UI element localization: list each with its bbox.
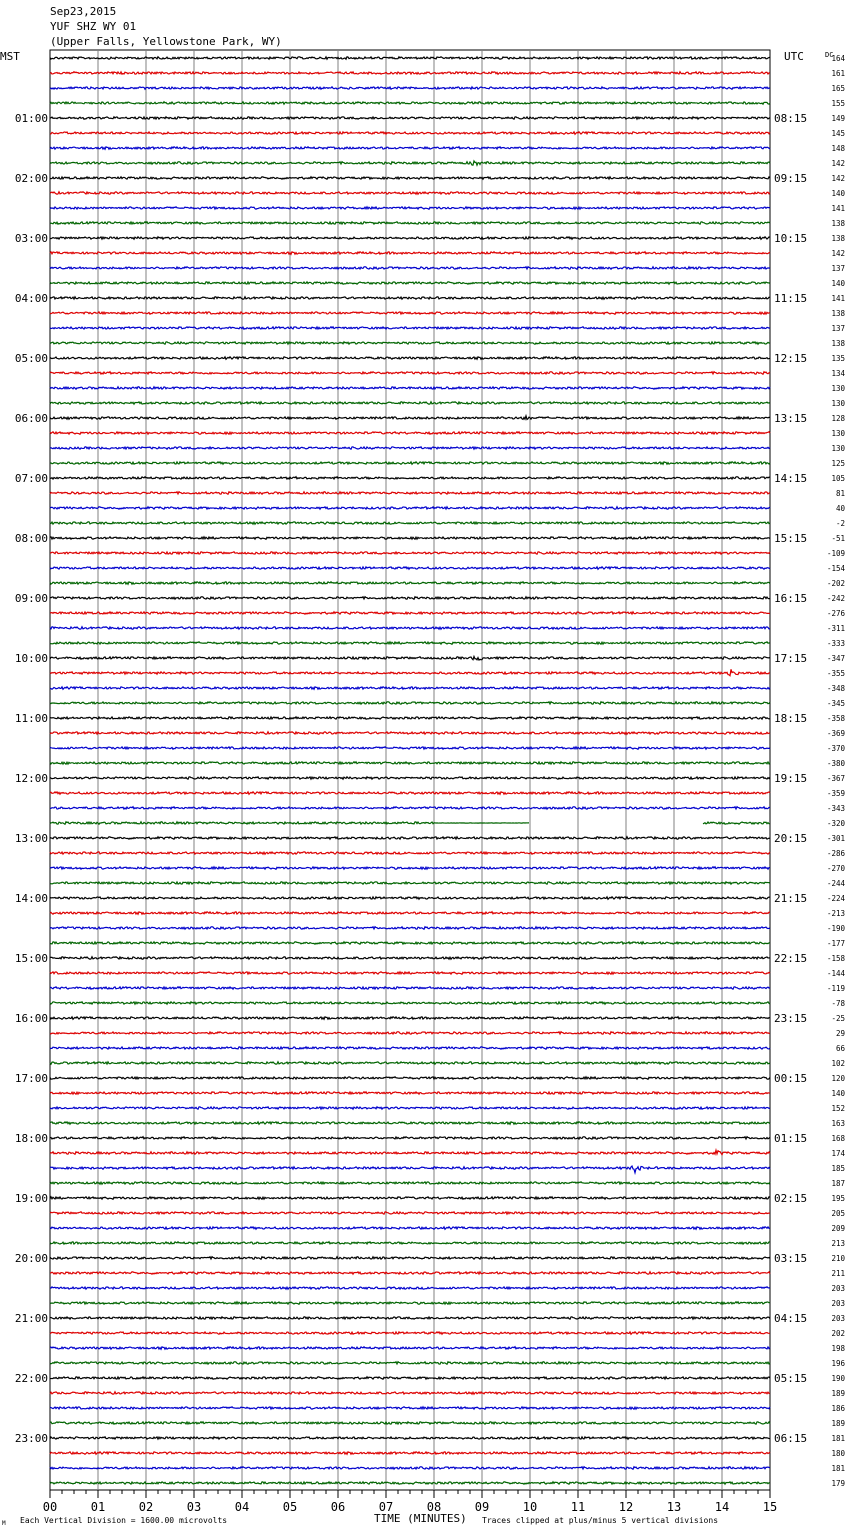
trace-line bbox=[50, 447, 770, 449]
trace-line bbox=[50, 567, 770, 569]
dc-offset-value: -224 bbox=[826, 894, 845, 903]
trace-line bbox=[50, 552, 770, 554]
dc-offset-value: -343 bbox=[826, 804, 845, 813]
trace-line bbox=[50, 882, 770, 884]
dc-offset-value: -144 bbox=[826, 969, 845, 978]
dc-offset-value: 40 bbox=[835, 504, 845, 513]
scale-note: Each Vertical Division = 1600.00 microvolts bbox=[20, 1516, 228, 1525]
mst-hour-label: 23:00 bbox=[14, 1432, 48, 1445]
trace-line bbox=[50, 1362, 770, 1365]
utc-hour-label: 19:15 bbox=[774, 772, 808, 785]
dc-offset-value: 181 bbox=[831, 1464, 845, 1473]
trace-line bbox=[50, 161, 770, 165]
dc-offset-value: 138 bbox=[831, 339, 845, 348]
dc-offset-value: 81 bbox=[835, 489, 845, 498]
trace-line bbox=[50, 312, 770, 314]
utc-hour-label: 13:15 bbox=[774, 412, 808, 425]
header-date: Sep23,2015 bbox=[50, 5, 117, 18]
utc-hour-label: 01:15 bbox=[774, 1132, 808, 1145]
dc-offset-value: -367 bbox=[826, 774, 845, 783]
trace-line bbox=[50, 492, 770, 495]
dc-offset-value: -347 bbox=[826, 654, 845, 663]
trace-line bbox=[50, 867, 770, 870]
utc-hour-label: 11:15 bbox=[774, 292, 808, 305]
mst-hour-label: 11:00 bbox=[14, 712, 48, 725]
trace-line bbox=[50, 1032, 770, 1035]
trace-line bbox=[50, 72, 770, 75]
trace-line bbox=[50, 897, 770, 899]
x-tick-label: 15 bbox=[762, 1500, 778, 1514]
trace-line bbox=[50, 416, 770, 420]
dc-offset-value: -359 bbox=[826, 789, 845, 798]
trace-line bbox=[50, 507, 770, 509]
trace-line bbox=[50, 237, 770, 239]
trace-line bbox=[50, 147, 770, 150]
trace-line bbox=[50, 582, 770, 585]
x-tick-label: 12 bbox=[618, 1500, 634, 1514]
trace-line bbox=[50, 1377, 770, 1379]
trace-line bbox=[50, 1422, 770, 1424]
trace-line bbox=[50, 762, 770, 764]
mst-hour-label: 16:00 bbox=[14, 1012, 48, 1025]
utc-hour-label: 22:15 bbox=[774, 952, 808, 965]
mst-hour-label: 20:00 bbox=[14, 1252, 48, 1265]
trace-line bbox=[50, 207, 770, 209]
mst-hour-label: 09:00 bbox=[14, 592, 48, 605]
dc-offset-value: 102 bbox=[831, 1059, 845, 1068]
dc-offset-value: 155 bbox=[831, 99, 845, 108]
dc-offset-value: 140 bbox=[831, 189, 845, 198]
mst-hour-label: 14:00 bbox=[14, 892, 48, 905]
dc-offset-value: 165 bbox=[831, 84, 845, 93]
trace-line bbox=[50, 402, 770, 404]
utc-hour-label: 12:15 bbox=[774, 352, 808, 365]
trace-line bbox=[50, 222, 770, 224]
x-tick-label: 07 bbox=[378, 1500, 394, 1514]
trace-line bbox=[50, 642, 770, 644]
trace-line bbox=[50, 627, 770, 629]
dc-offset-value: -311 bbox=[826, 624, 845, 633]
dc-offset-value: 66 bbox=[835, 1044, 845, 1053]
dc-offset-value: -301 bbox=[826, 834, 845, 843]
trace-line bbox=[50, 1092, 770, 1094]
utc-hour-label: 03:15 bbox=[774, 1252, 808, 1265]
trace-line bbox=[50, 1287, 770, 1289]
dc-offset-value: 130 bbox=[831, 384, 845, 393]
dc-offset-value: 141 bbox=[831, 204, 845, 213]
utc-hour-label: 04:15 bbox=[774, 1312, 808, 1325]
trace-line bbox=[50, 702, 770, 705]
dc-offset-value: 163 bbox=[831, 1119, 845, 1128]
trace-line bbox=[50, 807, 770, 809]
trace-line bbox=[50, 282, 770, 284]
dc-offset-value: -25 bbox=[831, 1014, 845, 1023]
dc-offset-value: 128 bbox=[831, 414, 845, 423]
dc-offset-value: 179 bbox=[831, 1479, 845, 1488]
dc-offset-value: 190 bbox=[831, 1374, 845, 1383]
dc-offset-value: 148 bbox=[831, 144, 845, 153]
dc-offset-value: -119 bbox=[826, 984, 845, 993]
utc-hour-label: 02:15 bbox=[774, 1192, 808, 1205]
dc-offset-value: -51 bbox=[831, 534, 845, 543]
mst-hour-label: 04:00 bbox=[14, 292, 48, 305]
dc-offset-value: 209 bbox=[831, 1224, 845, 1233]
utc-hour-label: 05:15 bbox=[774, 1372, 808, 1385]
trace-line bbox=[50, 1332, 770, 1334]
trace-line bbox=[50, 1212, 770, 1214]
dc-offset-value: 125 bbox=[831, 459, 845, 468]
dc-offset-value: 198 bbox=[831, 1344, 845, 1353]
trace-line bbox=[50, 972, 770, 974]
clip-note: Traces clipped at plus/minus 5 vertical divisions bbox=[482, 1516, 719, 1525]
trace-line bbox=[50, 372, 770, 375]
dc-offset-value: 135 bbox=[831, 354, 845, 363]
x-tick-label: 02 bbox=[138, 1500, 154, 1514]
dc-offset-value: 161 bbox=[831, 69, 845, 78]
trace-line bbox=[50, 1062, 770, 1064]
dc-offset-value: -369 bbox=[826, 729, 845, 738]
dc-offset-value: 196 bbox=[831, 1359, 845, 1368]
dc-offset-value: -190 bbox=[826, 924, 845, 933]
dc-offset-value: -213 bbox=[826, 909, 845, 918]
header-location: (Upper Falls, Yellowstone Park, WY) bbox=[50, 35, 282, 48]
trace-line bbox=[50, 1107, 770, 1109]
dc-offset-value: -78 bbox=[831, 999, 845, 1008]
dc-offset-value: -109 bbox=[826, 549, 845, 558]
utc-hour-label: 14:15 bbox=[774, 472, 808, 485]
dc-offset-value: 130 bbox=[831, 444, 845, 453]
dc-offset-value: 187 bbox=[831, 1179, 845, 1188]
dc-offset-value: 181 bbox=[831, 1434, 845, 1443]
utc-hour-label: 10:15 bbox=[774, 232, 808, 245]
dc-offset-value: 149 bbox=[831, 114, 845, 123]
dc-offset-value: -355 bbox=[826, 669, 845, 678]
dc-offset-label: DC bbox=[825, 51, 834, 59]
trace-line bbox=[50, 1166, 770, 1173]
trace-line bbox=[50, 1272, 770, 1274]
trace-line bbox=[50, 522, 770, 524]
dc-offset-value: 203 bbox=[831, 1314, 845, 1323]
trace-line bbox=[50, 687, 770, 690]
dc-offset-value: 142 bbox=[831, 174, 845, 183]
dc-offset-value: -345 bbox=[826, 699, 845, 708]
trace-line bbox=[50, 177, 770, 179]
x-tick-label: 00 bbox=[42, 1500, 58, 1514]
mst-hour-label: 22:00 bbox=[14, 1372, 48, 1385]
dc-offset-value: 168 bbox=[831, 1134, 845, 1143]
trace-line bbox=[50, 1317, 770, 1319]
mst-hour-label: 13:00 bbox=[14, 832, 48, 845]
dc-offset-value: 180 bbox=[831, 1449, 845, 1458]
mst-hour-label: 15:00 bbox=[14, 952, 48, 965]
x-tick-label: 09 bbox=[474, 1500, 490, 1514]
trace-line bbox=[50, 1407, 770, 1409]
trace-line bbox=[50, 657, 770, 661]
dc-offset-value: 189 bbox=[831, 1419, 845, 1428]
dc-offset-value: 203 bbox=[831, 1284, 845, 1293]
trace-line bbox=[50, 957, 770, 959]
dc-offset-value: 138 bbox=[831, 219, 845, 228]
mst-hour-label: 02:00 bbox=[14, 172, 48, 185]
x-tick-label: 06 bbox=[330, 1500, 346, 1514]
trace-line bbox=[50, 717, 770, 719]
dc-offset-value: -358 bbox=[826, 714, 845, 723]
dc-offset-value: 120 bbox=[831, 1074, 845, 1083]
mst-hour-label: 19:00 bbox=[14, 1192, 48, 1205]
trace-line bbox=[50, 192, 770, 194]
dc-offset-value: 137 bbox=[831, 324, 845, 333]
dc-offset-value: -348 bbox=[826, 684, 845, 693]
dc-offset-value: 164 bbox=[831, 54, 845, 63]
trace-line bbox=[50, 1182, 770, 1184]
utc-hour-label: 23:15 bbox=[774, 1012, 808, 1025]
mst-hour-label: 07:00 bbox=[14, 472, 48, 485]
dc-offset-value: 185 bbox=[831, 1164, 845, 1173]
trace-line bbox=[50, 1437, 770, 1439]
trace-line bbox=[50, 1227, 770, 1230]
dc-offset-value: -286 bbox=[826, 849, 845, 858]
trace-line bbox=[703, 822, 770, 824]
trace-line bbox=[50, 837, 770, 839]
x-tick-label: 08 bbox=[426, 1500, 442, 1514]
trace-line bbox=[50, 1047, 770, 1049]
dc-offset-value: -202 bbox=[826, 579, 845, 588]
utc-hour-label: 21:15 bbox=[774, 892, 808, 905]
utc-hour-label: 09:15 bbox=[774, 172, 808, 185]
x-tick-label: 01 bbox=[90, 1500, 106, 1514]
dc-offset-value: -270 bbox=[826, 864, 845, 873]
x-tick-label: 04 bbox=[234, 1500, 250, 1514]
utc-hour-label: 20:15 bbox=[774, 832, 808, 845]
dc-offset-value: 189 bbox=[831, 1389, 845, 1398]
trace-line bbox=[50, 1467, 770, 1470]
dc-offset-value: -154 bbox=[826, 564, 845, 573]
trace-line bbox=[50, 297, 770, 299]
dc-offset-value: -244 bbox=[826, 879, 845, 888]
utc-hour-label: 00:15 bbox=[774, 1072, 808, 1085]
trace-line bbox=[50, 1452, 770, 1455]
trace-line bbox=[50, 1197, 770, 1200]
trace-line bbox=[50, 57, 770, 59]
trace-line bbox=[50, 1482, 770, 1484]
trace-line bbox=[50, 1077, 770, 1079]
trace-line bbox=[50, 132, 770, 134]
dc-offset-value: -158 bbox=[826, 954, 845, 963]
utc-hour-label: 06:15 bbox=[774, 1432, 808, 1445]
trace-line bbox=[50, 669, 770, 675]
trace-line bbox=[50, 387, 770, 389]
dc-offset-value: -333 bbox=[826, 639, 845, 648]
dc-offset-value: 140 bbox=[831, 279, 845, 288]
dc-offset-value: 29 bbox=[835, 1029, 845, 1038]
dc-offset-value: 213 bbox=[831, 1239, 845, 1248]
dc-offset-value: 210 bbox=[831, 1254, 845, 1263]
trace-line bbox=[50, 612, 770, 614]
trace-line bbox=[50, 597, 770, 600]
trace-line bbox=[50, 927, 770, 930]
corner-mark: M bbox=[2, 1520, 6, 1527]
utc-hour-label: 18:15 bbox=[774, 712, 808, 725]
dc-offset-value: 130 bbox=[831, 399, 845, 408]
trace-line bbox=[50, 912, 770, 915]
dc-offset-value: -370 bbox=[826, 744, 845, 753]
mst-hour-label: 12:00 bbox=[14, 772, 48, 785]
dc-offset-value: -242 bbox=[826, 594, 845, 603]
dc-offset-value: 138 bbox=[831, 234, 845, 243]
dc-offset-value: 174 bbox=[831, 1149, 845, 1158]
dc-offset-value: -2 bbox=[835, 519, 845, 528]
trace-line bbox=[50, 342, 770, 344]
x-tick-label: 11 bbox=[570, 1500, 586, 1514]
trace-line bbox=[50, 1347, 770, 1350]
utc-hour-label: 16:15 bbox=[774, 592, 808, 605]
dc-offset-value: 134 bbox=[831, 369, 845, 378]
x-tick-label: 05 bbox=[282, 1500, 298, 1514]
dc-offset-value: -380 bbox=[826, 759, 845, 768]
utc-hour-label: 15:15 bbox=[774, 532, 808, 545]
header-station: YUF SHZ WY 01 bbox=[50, 20, 137, 33]
trace-line bbox=[50, 1257, 770, 1260]
dc-offset-value: 211 bbox=[831, 1269, 845, 1278]
dc-offset-value: 205 bbox=[831, 1209, 845, 1218]
dc-offset-value: 141 bbox=[831, 294, 845, 303]
dc-offset-value: 202 bbox=[831, 1329, 845, 1338]
dc-offset-value: 152 bbox=[831, 1104, 845, 1113]
x-tick-label: 14 bbox=[714, 1500, 730, 1514]
trace-line bbox=[50, 852, 770, 854]
utc-hour-label: 17:15 bbox=[774, 652, 808, 665]
mst-hour-label: 03:00 bbox=[14, 232, 48, 245]
trace-line bbox=[50, 267, 770, 270]
trace-line bbox=[50, 117, 770, 119]
mst-hour-label: 10:00 bbox=[14, 652, 48, 665]
trace-line bbox=[50, 1302, 770, 1305]
trace-line bbox=[50, 462, 770, 465]
trace-line bbox=[50, 102, 770, 104]
utc-hour-label: 08:15 bbox=[774, 112, 808, 125]
trace-line bbox=[50, 1150, 770, 1154]
dc-offset-value: 130 bbox=[831, 429, 845, 438]
trace-line bbox=[50, 1392, 770, 1394]
trace-line bbox=[50, 357, 770, 360]
trace-line bbox=[50, 792, 770, 795]
dc-offset-value: 105 bbox=[831, 474, 845, 483]
dc-offset-value: 138 bbox=[831, 309, 845, 318]
right-timezone-label: UTC bbox=[784, 50, 804, 63]
dc-offset-value: 186 bbox=[831, 1404, 845, 1413]
dc-offset-value: 140 bbox=[831, 1089, 845, 1098]
trace-line bbox=[50, 1002, 770, 1004]
trace-line bbox=[50, 537, 770, 540]
trace-line bbox=[50, 432, 770, 435]
trace-line bbox=[50, 87, 770, 89]
trace-line bbox=[50, 732, 770, 734]
mst-hour-label: 21:00 bbox=[14, 1312, 48, 1325]
trace-line bbox=[50, 1242, 770, 1244]
x-tick-label: 10 bbox=[522, 1500, 538, 1514]
x-tick-label: 13 bbox=[666, 1500, 682, 1514]
dc-offset-value: -276 bbox=[826, 609, 845, 618]
x-axis-title: TIME (MINUTES) bbox=[374, 1512, 467, 1525]
dc-offset-value: -177 bbox=[826, 939, 845, 948]
dc-offset-value: 142 bbox=[831, 249, 845, 258]
left-timezone-label: MST bbox=[0, 50, 20, 63]
x-tick-label: 03 bbox=[186, 1500, 202, 1514]
mst-hour-label: 08:00 bbox=[14, 532, 48, 545]
trace-line bbox=[50, 1122, 770, 1125]
dc-offset-value: 137 bbox=[831, 264, 845, 273]
dc-offset-value: 203 bbox=[831, 1299, 845, 1308]
trace-line bbox=[50, 987, 770, 989]
dc-offset-value: 145 bbox=[831, 129, 845, 138]
mst-hour-label: 01:00 bbox=[14, 112, 48, 125]
trace-line bbox=[50, 747, 770, 749]
mst-hour-label: 17:00 bbox=[14, 1072, 48, 1085]
mst-hour-label: 05:00 bbox=[14, 352, 48, 365]
trace-line bbox=[50, 1137, 770, 1139]
trace-line bbox=[50, 942, 770, 944]
trace-line bbox=[50, 477, 770, 479]
trace-line bbox=[50, 1017, 770, 1020]
trace-line bbox=[50, 777, 770, 779]
dc-offset-value: -320 bbox=[826, 819, 845, 828]
mst-hour-label: 18:00 bbox=[14, 1132, 48, 1145]
dc-offset-value: 195 bbox=[831, 1194, 845, 1203]
trace-line bbox=[50, 252, 770, 255]
dc-offset-value: 142 bbox=[831, 159, 845, 168]
trace-line bbox=[50, 327, 770, 329]
mst-hour-label: 06:00 bbox=[14, 412, 48, 425]
